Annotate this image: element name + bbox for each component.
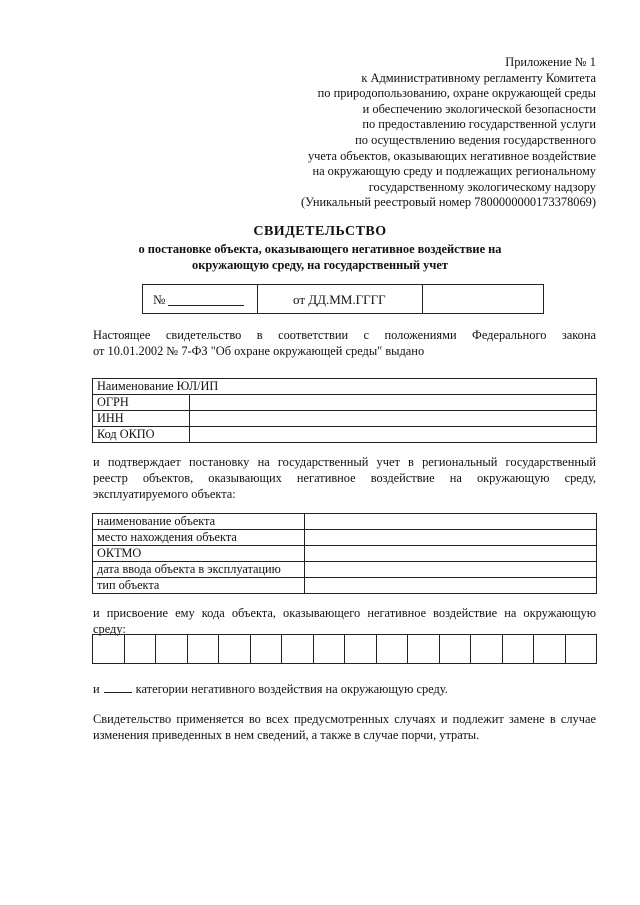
code-cell[interactable] xyxy=(566,635,597,663)
paragraph-line: и присвоение ему кода объекта, оказывающего негативное воздействие на окружающую xyxy=(93,606,596,620)
entity-value-cell[interactable] xyxy=(190,411,597,427)
object-code-boxes xyxy=(92,634,597,664)
entity-table xyxy=(92,378,597,443)
appendix-line: по предоставлению государственной услуги xyxy=(362,117,596,132)
object-value-cell[interactable] xyxy=(305,546,597,562)
subtitle-line: о постановке объекта, оказывающего негативное воздействие на xyxy=(138,242,502,256)
entity-label-cell: ОГРН xyxy=(93,395,190,411)
paragraph-line: среду: xyxy=(93,622,126,636)
object-value-cell[interactable] xyxy=(305,514,597,530)
document-subtitle xyxy=(0,241,640,273)
code-cell[interactable] xyxy=(282,635,314,663)
object-value-cell[interactable] xyxy=(305,562,597,578)
paragraph-line: от 10.01.2002 № 7-ФЗ "Об охране окружающей среды" выдано xyxy=(93,344,425,358)
category-prefix: и xyxy=(93,682,100,696)
table-row xyxy=(93,530,597,546)
table-row xyxy=(93,514,597,530)
code-cell[interactable] xyxy=(345,635,377,663)
paragraph-line: эксплуатируемого объекта: xyxy=(93,487,236,501)
object-label-cell: тип объекта xyxy=(93,578,305,594)
number-label: № xyxy=(153,292,166,307)
code-cell[interactable] xyxy=(314,635,346,663)
appendix-line: и обеспечению экологической безопасности xyxy=(362,101,596,116)
box-divider xyxy=(257,285,258,313)
intro-paragraph xyxy=(93,327,596,359)
number-date-box xyxy=(142,284,544,314)
category-line xyxy=(93,682,448,697)
appendix-line: по природопользованию, охране окружающей среды xyxy=(317,86,596,101)
object-table xyxy=(92,513,597,594)
table-row xyxy=(93,395,597,411)
object-label-cell: наименование объекта xyxy=(93,514,305,530)
code-cell[interactable] xyxy=(377,635,409,663)
appendix-line: Приложение № 1 xyxy=(505,55,596,69)
code-cell[interactable] xyxy=(251,635,283,663)
appendix-line: по осуществлению ведения государственного xyxy=(355,132,596,147)
appendix-line: государственному экологическому надзору xyxy=(368,179,596,194)
object-label-cell: место нахождения объекта xyxy=(93,530,305,546)
entity-header-cell: Наименование ЮЛ/ИП xyxy=(93,379,597,395)
appendix-line: (Уникальный реестровый номер 7800000000173378069) xyxy=(301,195,596,210)
paragraph-line: реестр объектов, оказывающих негативное воздействие на окружающую среду, xyxy=(93,471,596,485)
category-suffix: категории негативного воздействия на окружающую среду. xyxy=(135,682,448,696)
object-label-cell: дата ввода объекта в эксплуатацию xyxy=(93,562,305,578)
table-row xyxy=(93,411,597,427)
code-cell[interactable] xyxy=(93,635,125,663)
paragraph-line: и подтверждает постановку на государственный учет в региональный государственный xyxy=(93,455,596,469)
paragraph-line: Свидетельство применяется во всех предусмотренных случаях и подлежит замене в случае xyxy=(93,712,596,726)
code-cell[interactable] xyxy=(188,635,220,663)
entity-value-cell[interactable] xyxy=(190,427,597,443)
code-cell[interactable] xyxy=(125,635,157,663)
entity-value-cell[interactable] xyxy=(190,395,597,411)
category-blank-field[interactable] xyxy=(104,682,132,693)
table-row xyxy=(93,427,597,443)
table-row xyxy=(93,562,597,578)
code-cell[interactable] xyxy=(156,635,188,663)
entity-label-cell: Код ОКПО xyxy=(93,427,190,443)
closing-paragraph xyxy=(93,711,596,743)
object-value-cell[interactable] xyxy=(305,578,597,594)
number-field[interactable] xyxy=(168,305,244,306)
paragraph-line: изменения приведенных в нем сведений, а также в случае порчи, утраты. xyxy=(93,728,480,742)
code-cell[interactable] xyxy=(440,635,472,663)
box-divider xyxy=(422,285,423,313)
appendix-line: на окружающую среду и подлежащих региональному xyxy=(312,164,596,179)
object-value-cell[interactable] xyxy=(305,530,597,546)
subtitle-line: окружающую среду, на государственный учет xyxy=(192,258,448,272)
code-cell[interactable] xyxy=(219,635,251,663)
table-row xyxy=(93,546,597,562)
appendix-line: учета объектов, оказывающих негативное воздействие xyxy=(307,148,596,163)
document-title: СВИДЕТЕЛЬСТВО xyxy=(253,224,387,239)
code-cell[interactable] xyxy=(503,635,535,663)
table-row xyxy=(93,379,597,395)
appendix-header xyxy=(301,55,596,211)
code-cell[interactable] xyxy=(471,635,503,663)
entity-label-cell: ИНН xyxy=(93,411,190,427)
code-cell[interactable] xyxy=(408,635,440,663)
paragraph-line: Настоящее свидетельство в соответствии с положениями Федерального закона xyxy=(93,328,596,342)
table-row xyxy=(93,578,597,594)
code-paragraph xyxy=(93,605,596,637)
appendix-line: к Административному регламенту Комитета xyxy=(361,70,596,85)
code-cell[interactable] xyxy=(534,635,566,663)
object-label-cell: ОКТМО xyxy=(93,546,305,562)
date-field: от ДД.ММ.ГГГГ xyxy=(293,292,386,307)
confirm-paragraph xyxy=(93,454,596,502)
